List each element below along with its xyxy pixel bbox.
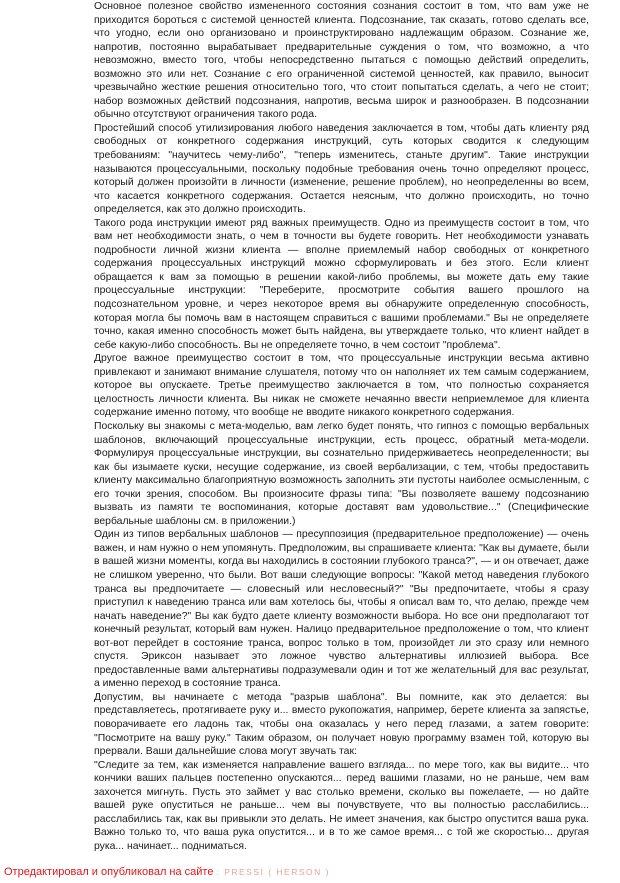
footer-site-link[interactable]: : PRESSI ( HERSON ) xyxy=(216,867,330,877)
paragraph-8: "Следите за тем, как изменяется направление вашего взгляда... по мере того, как вы видите... что кончики ваших пальцев постепенно опускаются... перед вашими глазами, но не раньше, чем вам захочется мигнуть. Пусть это займет у вас столько времени, сколько вы пожелаете, — но дайте вашей руке опуститься не раньше... чем вы почувствуете, что вы полностью расслабились... расслабились так, как вы привыкли это делать. Не имеет значения, как быстро опустится ваша рука. Важно только то, что ваша рука опустится... и в то же самое время... с той же скоростью... другая рука... начинает... подниматься. xyxy=(94,759,589,852)
paragraph-1: Основное полезное свойство измененного состояния сознания состоит в том, что вам уже не приходится бороться с системой ценностей клиента. Подсознание, так сказать, готово сделать все, что угодно, если оно организовано и проинструктировано надлежащим образом. Сознание же, напротив, постоянно вырабатывает предварительные суждения о том, что возможно, а что невозможно, вместо того, чтобы непосредственно пытаться с помощью действий определить, возможно это или нет. Сознание с его ограниченной системой ценностей, как правило, выносит чрезвычайно жесткие решения относительно того, что стоит попытаться сделать, а чего не стоит; набор возможных действий подсознания, напротив, весьма широк и разнообразен. В подсознании обычно отсутствуют ограничения такого рода. xyxy=(94,1,589,121)
paragraph-5: Поскольку вы знакомы с мета-моделью, вам легко будет понять, что гипноз с помощью вербальных шаблонов, включающий процессуальные инструкции, есть процесс, обратный мета-модели. Формулируя процессуальные инструкции, вы сознательно придерживаетесь неопределенности; вы как бы изымаете куски, несущие содержание, из своей вербализации, с тем, чтобы предоставить клиенту максимально благоприятную возможность заполнить эти пустоты наиболее осмысленным, с его точки зрения, способом. Вы произносите фразы типа: "Вы позволяете вашему подсознанию вызвать из памяти те воспоминания, которые доставят вам удовольствие..." (Специфические вербальные шаблоны см. в приложении.) xyxy=(94,420,589,527)
footer-label: Отредактировал и опубликовал на сайте xyxy=(4,866,214,878)
paragraph-3: Такого рода инструкции имеют ряд важных преимуществ. Одно из преимуществ состоит в том, что вам нет необходимости знать, о чем в точности вы будете говорить. Нет необходимости узнавать подробности личной жизни клиента — вполне приемлемый набор свободных от конкретного содержания процессуальных инструкций можно сформулировать и без этого. Если клиент обращается к вам за помощью в решении какой-либо проблемы, вы можете дать ему такие процессуальные инструкции: "Переберите, просмотрите события вашего прошлого на подсознательном уровне, и через некоторое время вы обнаружите определенную способность, которая могла бы помочь вам в настоящем справиться с вашими проблемами." Вы не определяете точно, какая именно способность может быть найдена, вы утверждаете только, что клиент найдет в себе какую-либо способность. Вы не определяете точно, в чем состоит "проблема". xyxy=(94,217,589,351)
paragraph-7: Допустим, вы начинаете с метода "разрыв шаблона". Вы помните, как это делается: вы представляетесь, протягиваете руку и... вместо рукопожатия, например, берете клиента за запястье, поворачиваете его ладонь так, чтобы она оказалась у него перед глазами, а затем говорите: "Посмотрите на вашу руку." Таким образом, он получает новую программу взамен той, которую вы прервали. Ваши дальнейшие слова могут звучать так: xyxy=(94,691,589,758)
paragraph-4: Другое важное преимущество состоит в том, что процессуальные инструкции весьма активно привлекают и занимают внимание слушателя, потому что он наполняет их тем самым содержанием, которое вы опускаете. Третье преимущество заключается в том, что полностью сохраняется целостность личности клиента. Вы никак не сможете нечаянно ввести неприемлемое для клиента содержание именно потому, что вообще не вводите никакого конкретного содержания. xyxy=(94,353,589,419)
document-body xyxy=(94,0,589,853)
paragraph-6: Один из типов вербальных шаблонов — пресуппозиция (предварительное предположение) — очень важен, и нам нужно о нем упомянуть. Предположим, вы спрашиваете клиента: "Как вы думаете, были в вашей жизни моменты, когда вы находились в состоянии глубокого транса?", — и он отвечает, даже не слишком уверенно, что были. Вот ваши следующие вопросы: "Какой метод наведения глубокого транса вы предпочитаете — словесный или несловесный?" "Вы предпочитаете, чтобы я сразу приступил к наведению транса или вам хотелось бы, чтобы я описал вам то, что делаю, прежде чем начать наведение?" Вы как будто даете клиенту возможности выбора. Но все они предполагают тот конечный результат, который вам нужен. Налицо предварительное предположение о том, что клиент вот-вот перейдет в состояние транса, вопрос только в том, произойдет ли это сразу или немного спустя. Эриксон называет это ложное чувство альтернативы иллюзией выбора. Все предоставленные вами альтернативы подразумевали один и тот же желательный для вас результат, а именно переход в состояние транса. xyxy=(94,529,589,690)
paragraph-2: Простейший способ утилизирования любого наведения заключается в том, чтобы дать клиенту ряд свободных от конкретного содержания инструкций, суть которых сводится к следующим требованиям: "научитесь чему-либо", "теперь изменитесь, станьте другим". Такие инструкции называются процессуальными, поскольку подобные требования очень точно определяют процесс, который должен произойти в личности (изменение, решение проблем), но неопределенны во всем, что касается конкретного содержания. Остается неясным, что должно происходить, но точно определяется, как это должно происходить. xyxy=(94,122,589,216)
footer-credit xyxy=(4,866,330,878)
